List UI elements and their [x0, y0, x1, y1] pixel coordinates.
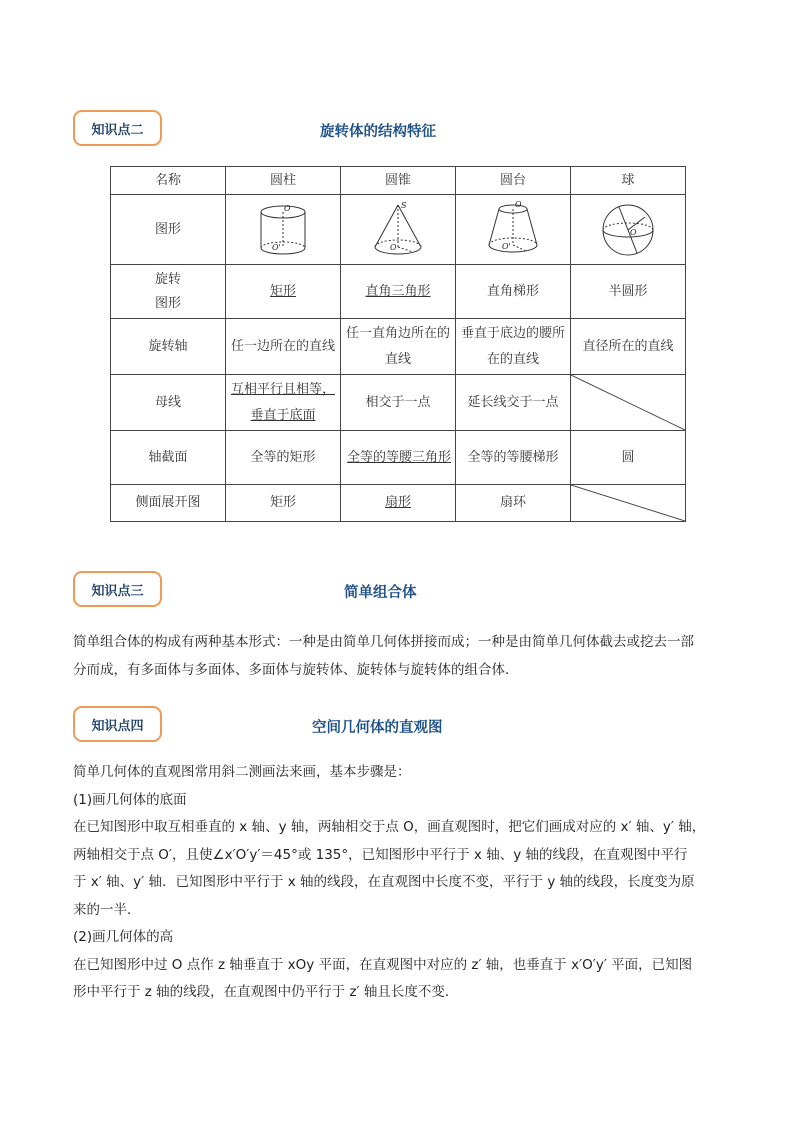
table-cell: 延长线交于一点	[456, 375, 571, 431]
cell-text: 互相平行且相等，垂直于底面	[230, 381, 335, 423]
table-cell	[226, 375, 341, 431]
svg-text:O: O	[515, 199, 522, 209]
svg-text:O': O'	[502, 241, 511, 251]
section-title-3: 简单组合体	[344, 585, 417, 601]
table-cell	[341, 265, 456, 319]
section3-paragraph	[73, 629, 733, 684]
text-line: 简单组合体的构成有两种基本形式：一种是由简单几何体拼接而成；一种是由简单几何体截去或挖去一部	[73, 634, 694, 650]
cell-text: 全等的等腰三角形	[347, 449, 452, 465]
section-title-4: 空间几何体的直观图	[312, 720, 443, 736]
table-cell: 垂直于底边的腰所在的直线	[456, 319, 571, 375]
table-cell: 相交于一点	[341, 375, 456, 431]
header-cell: 名称	[111, 167, 226, 195]
table-cell	[341, 431, 456, 485]
text-line: 在已知图形中过 O 点作 z 轴垂直于 xOy 平面，在直观图中对应的 z′ 轴，也垂直于 x′O′y′ 平面，已知图	[73, 956, 693, 973]
section-badge-label: 知识点三	[91, 583, 144, 599]
svg-text:S: S	[401, 200, 407, 210]
section-badge-3	[73, 571, 162, 607]
table-row-figure	[111, 195, 686, 265]
cell-text: 矩形	[269, 283, 296, 299]
text-line: 在已知图形中取互相垂直的 x 轴、y 轴，两轴相交于点 O，画直观图时，把它们画成对应的 x′ 轴、y′ 轴，	[73, 819, 706, 835]
text-line: 两轴相交于点 O′，且使∠x′O′y′＝45°或 135°，已知图形中平行于 x 轴、y 轴的线段，在直观图中平行	[73, 846, 688, 863]
cell-text: 直角三角形	[365, 283, 431, 299]
table-row-generatrix	[111, 375, 686, 431]
row-label: 图形	[111, 195, 226, 265]
row-label: 轴截面	[111, 431, 226, 485]
section-title-2: 旋转体的结构特征	[320, 124, 436, 140]
svg-text:O': O'	[272, 242, 281, 252]
sphere-figure	[571, 195, 686, 265]
header-cell: 圆锥	[341, 167, 456, 195]
section4-paragraph	[73, 759, 733, 1007]
table-header-row	[111, 167, 686, 195]
text-line: 于 x′ 轴、y′ 轴．已知图形中平行于 x 轴的线段，在直观图中长度不变，平行于 y 轴的线段，长度变为原	[73, 874, 695, 890]
table-cell: 全等的矩形	[226, 431, 341, 485]
header-cell: 球	[571, 167, 686, 195]
section-badge-label: 知识点四	[91, 718, 144, 734]
cylinder-figure	[226, 195, 341, 265]
section-badge-4	[73, 706, 162, 742]
text-line: 形中平行于 z 轴的线段，在直观图中仍平行于 z′ 轴且长度不变．	[73, 984, 459, 1000]
frustum-figure	[456, 195, 571, 265]
empty-diagonal-cell	[571, 485, 686, 522]
table-cell: 半圆形	[571, 265, 686, 319]
table-row-axis	[111, 319, 686, 375]
table-row-axial-section	[111, 431, 686, 485]
table-cell: 全等的等腰梯形	[456, 431, 571, 485]
svg-text:O: O	[284, 203, 291, 213]
text-line: (2)画几何体的高	[73, 929, 174, 945]
cone-figure	[341, 195, 456, 265]
table-cell: 直角梯形	[456, 265, 571, 319]
table-cell	[341, 485, 456, 522]
table-row-lateral-development	[111, 485, 686, 522]
text-line: 简单几何体的直观图常用斜二测画法来画，基本步骤是：	[73, 764, 411, 780]
table-cell: 扇环	[456, 485, 571, 522]
rotation-body-table	[110, 166, 686, 522]
header-cell: 圆台	[456, 167, 571, 195]
row-label-line: 旋转	[154, 271, 181, 287]
row-label: 侧面展开图	[111, 485, 226, 522]
section-badge-2	[73, 110, 162, 146]
row-label: 旋转轴	[111, 319, 226, 375]
table-cell	[226, 265, 341, 319]
svg-text:O: O	[390, 242, 397, 252]
table-cell: 圆	[571, 431, 686, 485]
row-label: 母线	[111, 375, 226, 431]
row-label	[111, 265, 226, 319]
cell-text: 扇形	[384, 495, 411, 510]
section-badge-label: 知识点二	[91, 122, 144, 138]
table-cell: 矩形	[226, 485, 341, 522]
empty-diagonal-cell	[571, 375, 686, 431]
text-line: (1)画几何体的底面	[73, 791, 187, 808]
table-cell: 任一直角边所在的直线	[341, 319, 456, 375]
table-cell: 直径所在的直线	[571, 319, 686, 375]
text-line: 来的一半．	[73, 901, 141, 918]
row-label-line: 图形	[154, 295, 181, 311]
text-line: 分而成，有多面体与多面体、多面体与旋转体、旋转体与旋转体的组合体．	[73, 661, 519, 678]
table-row-rotating-figure	[111, 265, 686, 319]
header-cell: 圆柱	[226, 167, 341, 195]
svg-text:O: O	[630, 227, 637, 237]
table-cell: 任一边所在的直线	[226, 319, 341, 375]
